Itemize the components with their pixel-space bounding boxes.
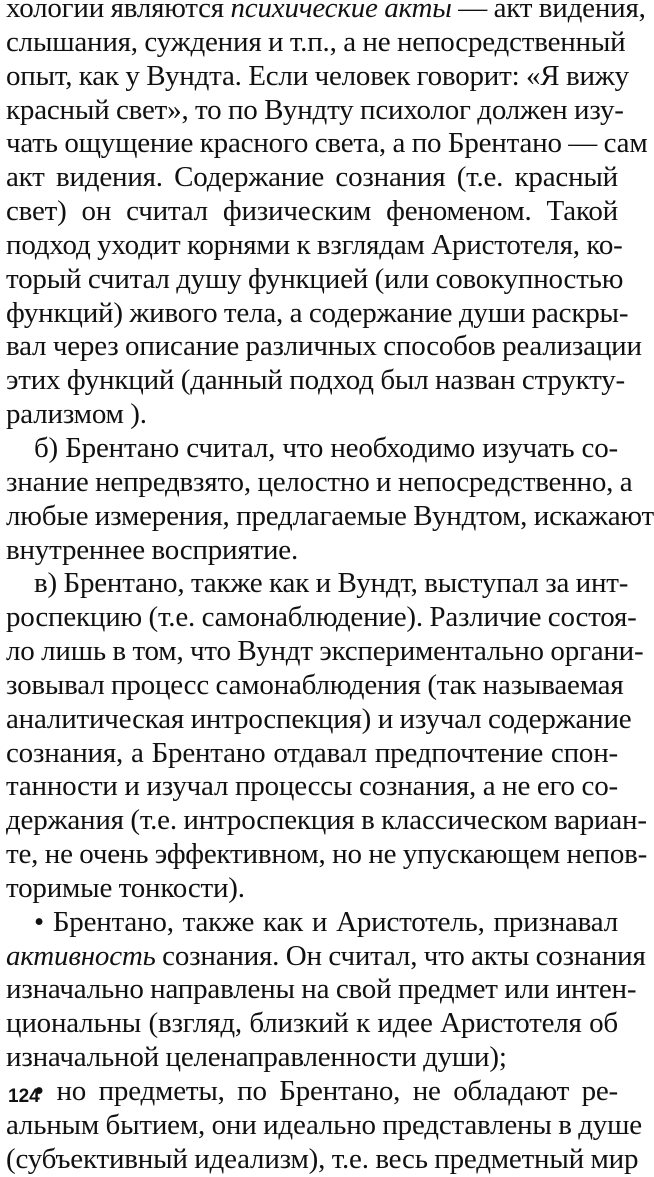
text-line: рализмом ). [6, 398, 147, 431]
text-line: • Брентано, также как и Аристотель, признавал [34, 905, 618, 938]
text-line: танности и изучал процессы сознания, а не его со- [6, 770, 618, 803]
text-line [6, 0, 646, 26]
text-segment: сознания. Он считал, что акты сознания [155, 939, 646, 972]
text-line: внутреннее восприятие. [6, 533, 299, 566]
text-line: вал через описание различных способов реализации [6, 330, 642, 363]
italic-term: психические акты [230, 0, 452, 24]
text-line: изначальной целенаправленности души); [6, 1041, 507, 1074]
text-line: подход уходит корнями к взглядам Аристотеля, ко- [6, 228, 623, 261]
text-line: зовывал процесс самонаблюдения (так называемая [6, 668, 624, 701]
text-line: альным бытием, они идеально представлены в душе [6, 1108, 642, 1141]
text-line: чать ощущение красного света, а по Брентано — сам [6, 127, 648, 160]
text-line: опыт, как у Вундта. Если человек говорит: «Я вижу [6, 59, 629, 92]
text-line: ло лишь в том, что Вундт экспериментально органи- [6, 635, 644, 668]
text-line: в) Брентано, также как и Вундт, выступал за инт- [34, 567, 629, 600]
text-line: те, не очень эффективном, но не упускающем непов- [6, 838, 648, 871]
text-line: красный свет», то по Вундту психолог должен изу- [6, 93, 624, 126]
text-line: торимые тонкости). [6, 871, 245, 904]
text-line: акт видения. Содержание сознания (т.е. красный [6, 161, 618, 194]
text-line: б) Брентано считал, что необходимо изучать со- [34, 431, 618, 464]
text-line: роспекцию (т.е. самонаблюдение). Различие состоя- [6, 601, 637, 634]
text-segment: — акт видения, [451, 0, 646, 24]
text-line: аналитическая интроспекция) и изучал содержание [6, 702, 632, 735]
text-column [6, 0, 654, 1177]
text-line: торый считал душу функцией (или совокупностью [6, 262, 624, 295]
text-line: свет) он считал физическим феноменом. Такой [6, 195, 618, 228]
text-line: • но предметы, по Брентано, не обладают ре- [34, 1075, 618, 1107]
italic-term: активность [6, 939, 156, 972]
text-line: циональны (взгляд, близкий к идее Аристотеля об [6, 1007, 618, 1040]
text-line: слышания, суждения и т.п., а не непосредственный [6, 25, 626, 58]
text-line [6, 939, 646, 974]
page-number: 124 [8, 1086, 40, 1107]
text-segment: хологии являются [6, 0, 231, 24]
text-line: любые измерения, предлагаемые Вундтом, искажают [6, 499, 654, 532]
text-line: знание непредвзято, целостно и непосредственно, а [6, 465, 633, 498]
text-line: изначально направлены на свой предмет или интен- [6, 973, 637, 1006]
text-line: держания (т.е. интроспекция в классическом вариан- [6, 804, 647, 837]
text-line: этих функций (данный подход был назван структу- [6, 364, 625, 397]
text-line: (субъективный идеализм), т.е. весь предметный мир [6, 1142, 639, 1175]
text-line: функций) живого тела, а содержание души раскры- [6, 296, 629, 329]
text-line: сознания, а Брентано отдавал предпочтение спон- [6, 736, 618, 769]
